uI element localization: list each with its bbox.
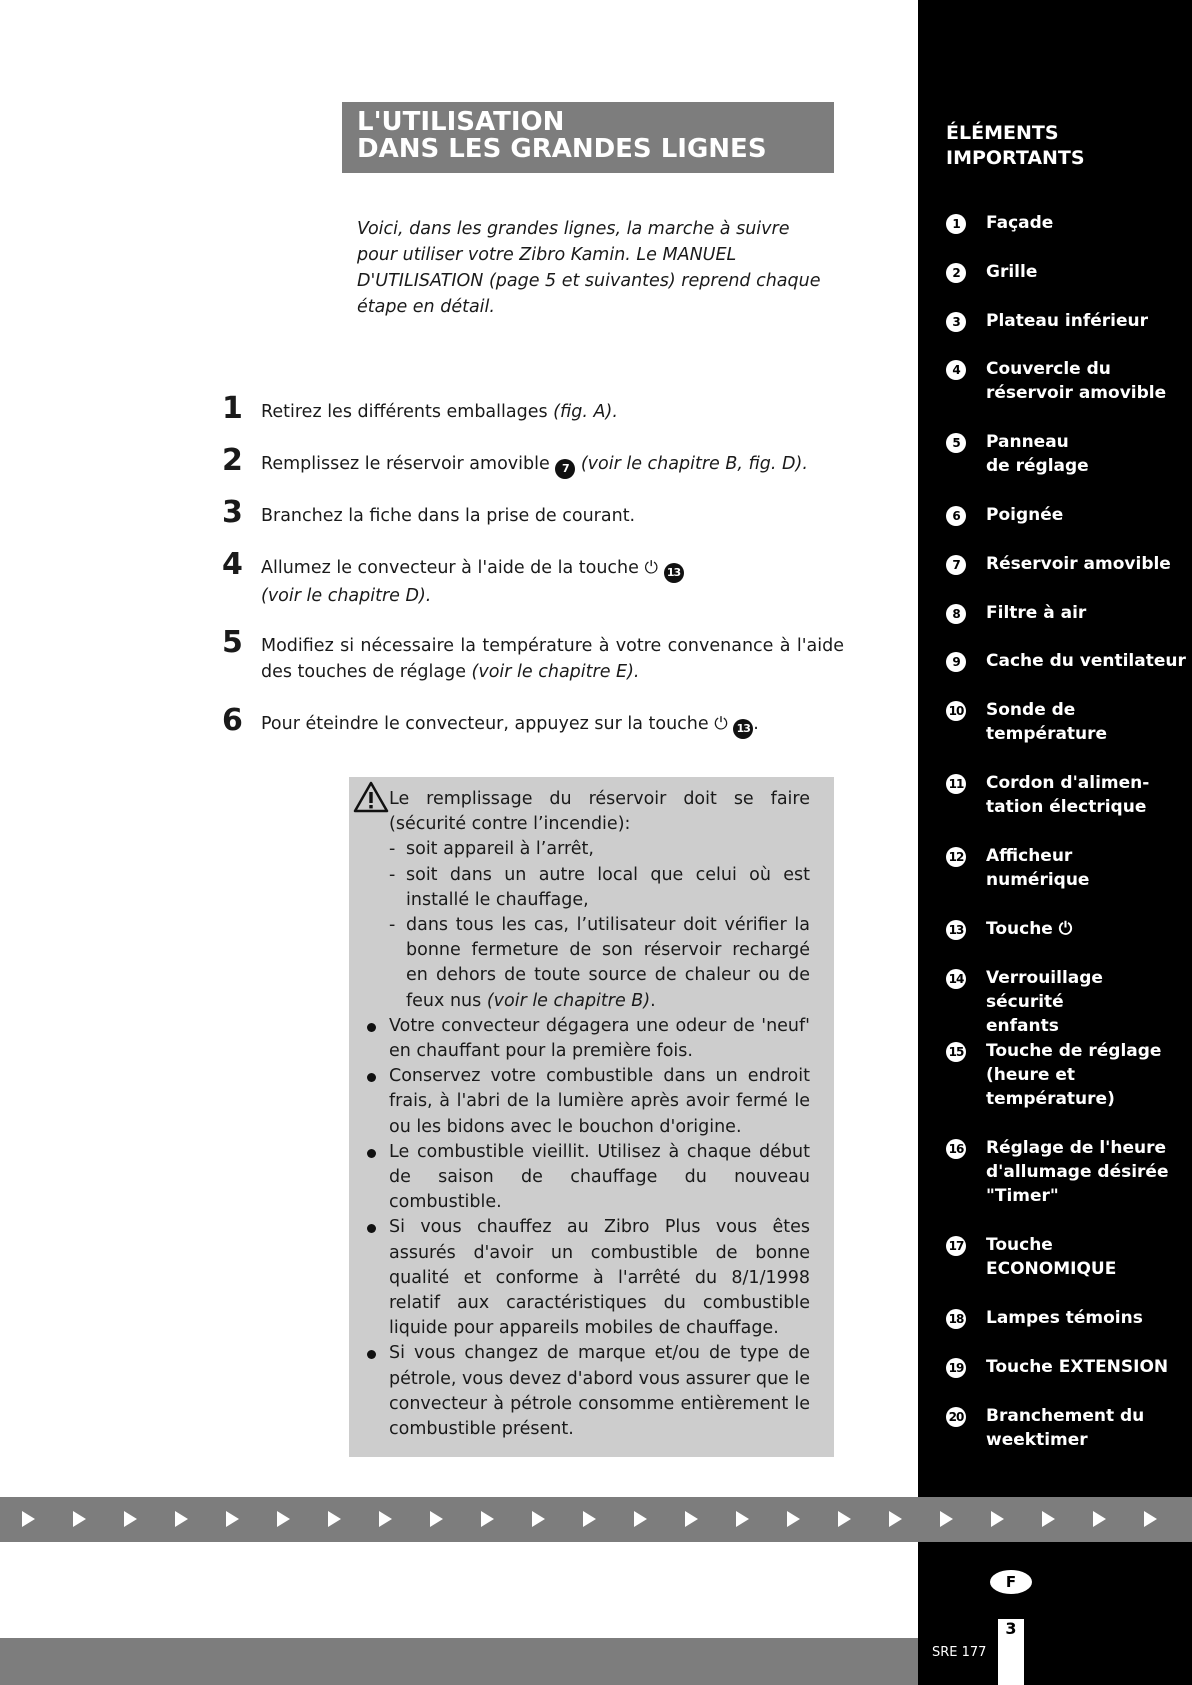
play-arrow-icon	[73, 1511, 86, 1527]
play-arrow-icon	[175, 1511, 188, 1527]
play-arrow-icon	[1042, 1511, 1055, 1527]
component-number-badge: 4	[946, 360, 966, 380]
document-code: SRE 177	[932, 1645, 987, 1660]
play-arrow-icon	[328, 1511, 341, 1527]
play-arrow-icon	[838, 1511, 851, 1527]
step-text: Pour éteindre le convecteur, appuyez sur la touche ⏻ 13 .	[261, 711, 844, 739]
language-badge: F	[990, 1570, 1032, 1594]
play-arrow-icon	[124, 1511, 137, 1527]
component-number-badge: 12	[946, 847, 966, 867]
component-label: Verrouillage sécurité enfants	[986, 968, 1103, 1036]
component-number-badge: 10	[946, 701, 966, 721]
power-icon: ⏻	[644, 558, 658, 578]
component-label: Touche de réglage (heure et température)	[986, 1041, 1162, 1109]
component-label: Poignée	[986, 505, 1064, 525]
part-number-badge: 13	[733, 719, 753, 739]
step-number: 6	[222, 703, 243, 738]
component-number-badge: 1	[946, 214, 966, 234]
component-label: Touche ECONOMIQUE	[986, 1235, 1117, 1279]
page-number: 3	[998, 1619, 1024, 1685]
component-label: Filtre à air	[986, 603, 1087, 623]
step-number: 4	[222, 547, 243, 582]
warning-intro: Le remplissage du réservoir doit se faire (sécurité contre l’incendie):	[389, 789, 810, 835]
warning-content	[389, 787, 810, 1442]
power-icon: ⏻	[714, 714, 728, 734]
component-label: Grille	[986, 262, 1038, 282]
play-arrow-icon	[991, 1511, 1004, 1527]
warning-dash-item: - soit appareil à l’arrêt,	[389, 837, 810, 862]
step-text: Branchez la fiche dans la prise de courant.	[261, 506, 636, 526]
component-label: Lampes témoins	[986, 1308, 1143, 1328]
play-arrow-icon	[685, 1511, 698, 1527]
play-arrow-icon	[736, 1511, 749, 1527]
play-arrow-icon	[277, 1511, 290, 1527]
component-number-badge: 18	[946, 1309, 966, 1329]
page-title	[342, 102, 834, 173]
component-label: Panneau de réglage	[986, 432, 1089, 476]
component-number-badge: 2	[946, 263, 966, 283]
component-label: Branchement du weektimer	[986, 1406, 1145, 1450]
component-label: Touche ⏻	[986, 919, 1073, 939]
play-arrow-icon	[583, 1511, 596, 1527]
play-arrow-icon	[226, 1511, 239, 1527]
play-arrow-icon	[634, 1511, 647, 1527]
play-arrow-icon	[1093, 1511, 1106, 1527]
step-text: Retirez les différents emballages (fig. A).	[261, 402, 618, 422]
sidebar-heading: ÉLÉMENTS IMPORTANTS	[946, 122, 1085, 169]
step-number: 1	[222, 391, 243, 426]
warning-bullet-item: Conservez votre combustible dans un endroit frais, à l'abri de la lumière après avoir fermé le ou les bidons avec le bouchon d'origine.	[389, 1064, 810, 1140]
play-arrow-icon	[787, 1511, 800, 1527]
component-number-badge: 11	[946, 774, 966, 794]
component-number-badge: 19	[946, 1358, 966, 1378]
title-line-2: DANS LES GRANDES LIGNES	[357, 134, 767, 164]
components-sidebar	[918, 0, 1192, 1685]
component-label: Plateau inférieur	[986, 311, 1148, 331]
component-label: Cordon d'alimen- tation électrique	[986, 773, 1150, 817]
step-number: 2	[222, 443, 243, 478]
component-label: Réglage de l'heure d'allumage désirée "Timer"	[986, 1138, 1169, 1206]
component-number-badge: 20	[946, 1407, 966, 1427]
play-arrow-icon	[430, 1511, 443, 1527]
warning-bullet-item: Si vous chauffez au Zibro Plus vous êtes assurés d'avoir un combustible de bonne qualité et conforme à l'arrêté du 8/1/1998 relatif aux caractéristiques du combustible liquide pour appareils mobiles de chauffage.	[389, 1215, 810, 1341]
play-arrow-icon	[22, 1511, 35, 1527]
component-number-badge: 15	[946, 1042, 966, 1062]
component-label: Touche EXTENSION	[986, 1357, 1169, 1377]
warning-bullet-item: Le combustible vieillit. Utilisez à chaque début de saison de chauffage du nouveau combustible.	[389, 1140, 810, 1216]
component-label: Cache du ventilateur	[986, 651, 1186, 671]
component-label: Couvercle du réservoir amovible	[986, 359, 1167, 403]
component-number-badge: 9	[946, 652, 966, 672]
play-arrow-icon	[889, 1511, 902, 1527]
warning-dash-item: - dans tous les cas, l’utilisateur doit vérifier la bonne fermeture de son réservoir rechargé en dehors de toute source de chaleur ou de feux nus (voir le chapitre B).	[389, 913, 810, 1014]
step-text: Modifiez si nécessaire la température à votre convenance à l'aide des touches de réglage (voir le chapitre E).	[261, 636, 844, 682]
component-number-badge: 5	[946, 433, 966, 453]
play-arrow-icon	[379, 1511, 392, 1527]
component-label: Sonde de température	[986, 700, 1108, 744]
warning-bullet-item: Si vous changez de marque et/ou de type de pétrole, vous devez d'abord vous assurer que le convecteur à pétrole consomme entièrement le combustible présent.	[389, 1341, 810, 1442]
warning-bullet-item: Votre convecteur dégagera une odeur de 'neuf' en chauffant pour la première fois.	[389, 1014, 810, 1064]
play-arrow-icon	[532, 1511, 545, 1527]
arrow-divider-bar	[0, 1497, 1192, 1542]
footer-strip	[0, 1638, 918, 1685]
play-arrow-icon	[1144, 1511, 1157, 1527]
component-number-badge: 3	[946, 312, 966, 332]
warning-box	[349, 777, 834, 1457]
component-label: Afficheur numérique	[986, 846, 1090, 890]
component-number-badge: 13	[946, 920, 966, 940]
part-number-badge: 7	[555, 459, 575, 479]
warning-dash-item: - soit dans un autre local que celui où est installé le chauffage,	[389, 863, 810, 913]
component-number-badge: 17	[946, 1236, 966, 1256]
title-line-1: L'UTILISATION	[357, 107, 565, 137]
component-number-badge: 6	[946, 506, 966, 526]
component-number-badge: 8	[946, 604, 966, 624]
step-text: Remplissez le réservoir amovible 7 (voir le chapitre B, fig. D).	[261, 451, 844, 479]
component-label: Réservoir amovible	[986, 554, 1171, 574]
intro-paragraph: Voici, dans les grandes lignes, la marche à suivre pour utiliser votre Zibro Kamin. Le MANUEL D'UTILISATION (page 5 et suivantes) reprend chaque étape en détail.	[357, 219, 821, 317]
play-arrow-icon	[481, 1511, 494, 1527]
step-number: 3	[222, 495, 243, 530]
warning-triangle-icon	[353, 781, 389, 813]
play-arrow-icon	[940, 1511, 953, 1527]
component-number-badge: 16	[946, 1139, 966, 1159]
step-text: Allumez le convecteur à l'aide de la touche ⏻ 13 (voir le chapitre D).	[261, 555, 844, 609]
step-number: 5	[222, 625, 243, 660]
component-number-badge: 7	[946, 555, 966, 575]
part-number-badge: 13	[664, 563, 684, 583]
component-label: Façade	[986, 213, 1054, 233]
component-number-badge: 14	[946, 969, 966, 989]
